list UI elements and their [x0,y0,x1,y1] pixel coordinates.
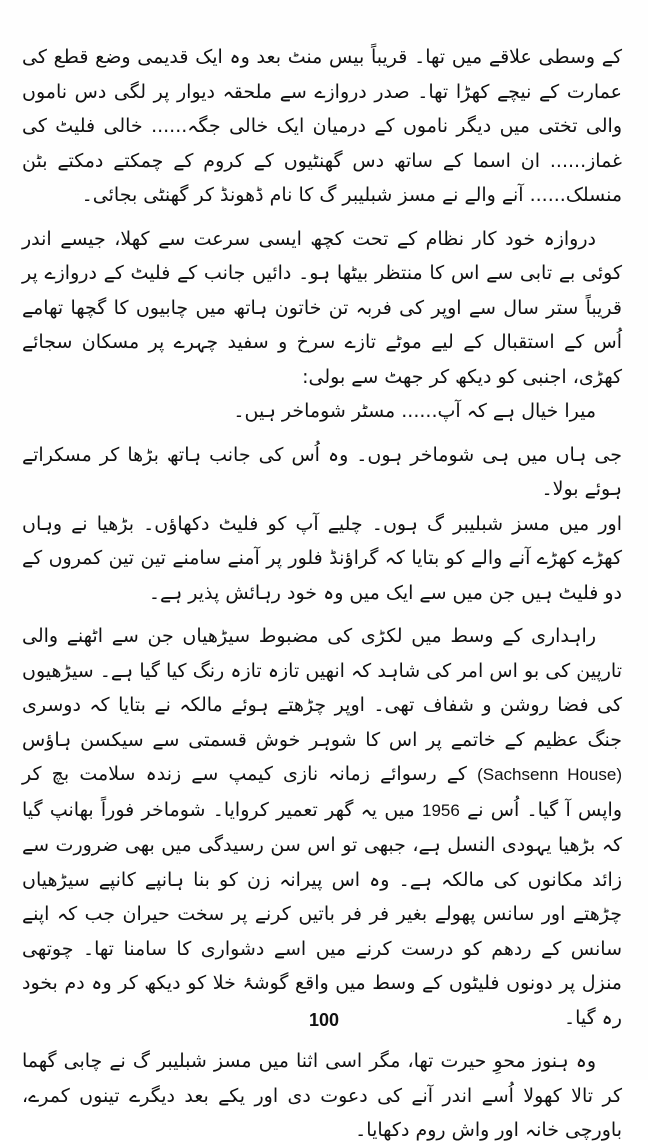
paragraph-6-part-1: راہداری کے وسط میں لکڑی کی مضبوط سیڑھیاں جن سے اٹھنے والی تارپین کی بو اس امر کی شاہد کہ انھیں تازہ تازہ رنگ کیا گیا ہے۔ سیڑھیوں کی فضا روشن و شفاف تھی۔ اوپر چڑھتے ہوئے مالکہ نے بتایا کہ دوسری جنگ عظیم کے خاتمے پر اس کا شوہر خوش قسمتی سے سیکسن ہاؤس [22,625,622,751]
year-label: 1956 [421,800,460,820]
paragraph-6 [22,619,622,1035]
body-text [22,40,622,1148]
page-number: 100 [308,1010,340,1030]
paragraph-5: اور میں مسز شبلیبر گ ہوں۔ چلیے آپ کو فلیٹ دکھاؤں۔ بڑھیا نے وہاں کھڑے کھڑے آنے والے کو بتایا کہ گراؤنڈ فلور پر آمنے سامنے تین تین کمروں کے دو فلیٹ ہیں جن میں سے ایک میں وہ خود رہائش پذیر ہے۔ [22,512,622,604]
paragraph-3: میرا خیال ہے کہ آپ...... مسٹر شوماخر ہیں۔ [233,400,596,422]
paragraph-2: دروازہ خود کار نظام کے تحت کچھ ایسی سرعت سے کھلا، جیسے اندر کوئی بے تابی سے اس کا منتظر بیٹھا ہو۔ دائیں جانب کے فلیٹ کے دروازے پر قریباً ستر سال سے اوپر کی فربہ تن خاتون ہاتھ میں چابیوں کا گچھا تھامے اُس کے استقبال کے لیے موٹے تازے سرخ و سفید چہرے پر مسکان سجائے کھڑی، اجنبی کو دیکھ کر جھٹ سے بولی: [22,227,622,388]
sachsenn-house-label: (Sachsenn House) [477,765,622,784]
paragraph-4: جی ہاں میں ہی شوماخر ہوں۔ وہ اُس کی جانب ہاتھ بڑھا کر مسکراتے ہوئے بولا۔ [22,443,622,500]
paragraph-1: کے وسطی علاقے میں تھا۔ قریباً بیس منٹ بعد وہ ایک قدیمی وضع قطع کی عمارت کے نیچے کھڑا تھا۔ صدر دروازے سے ملحقہ دیوار پر لگی دس ناموں والی تختی میں دیگر ناموں کے درمیان ایک خالی جگہ...... خالی فلیٹ کی غماز...... ان اسما کے ساتھ دس گھنٹیوں کے کروم کے چمکتے دمکتے بٹن منسلک...... آنے والے نے مسز شبلیبر گ کا نام ڈھونڈ کر گھنٹی بجائی۔ [22,46,622,206]
paragraph-7: وہ ہنوز محوِ حیرت تھا، مگر اسی اثنا میں مسز شبلیبر گ نے چابی گھما کر تالا کھولا اُسے اندر آنے کی دعوت دی اور یکے بعد دیگرے تینوں کمرے، باورچی خانہ اور واش روم دکھایا۔ [22,1050,622,1141]
paragraph-6-part-3: میں یہ گھر تعمیر کروایا۔ شوماخر فوراً بھانپ گیا کہ بڑھیا یہودی النسل ہے، جبھی تو اس سن رسیدگی میں بھی ضرورت سے زائد مکانوں کی مالکہ ہے۔ وہ اس پیرانہ زن کو بنا ہانپے کانپے سیڑھیاں چڑھتے اور سانس پھولے بغیر فر فر باتیں کرنے پر سخت حیران جب کہ اپنے سانس کے ردھم کو درست کرنے میں اسے دشواری کا سامنا تھا۔ چوتھی منزل پر دونوں فلیٹوں کے وسط میں واقع گوشۂ خلا کو دیکھ کر وہ دم بخود رہ گیا۔ [22,798,622,1029]
paragraph-6-part-2: کے رسوائے زمانہ نازی کیمپ سے زندہ سلامت بچ کر واپس آ گیا۔ اُس نے [22,763,623,821]
